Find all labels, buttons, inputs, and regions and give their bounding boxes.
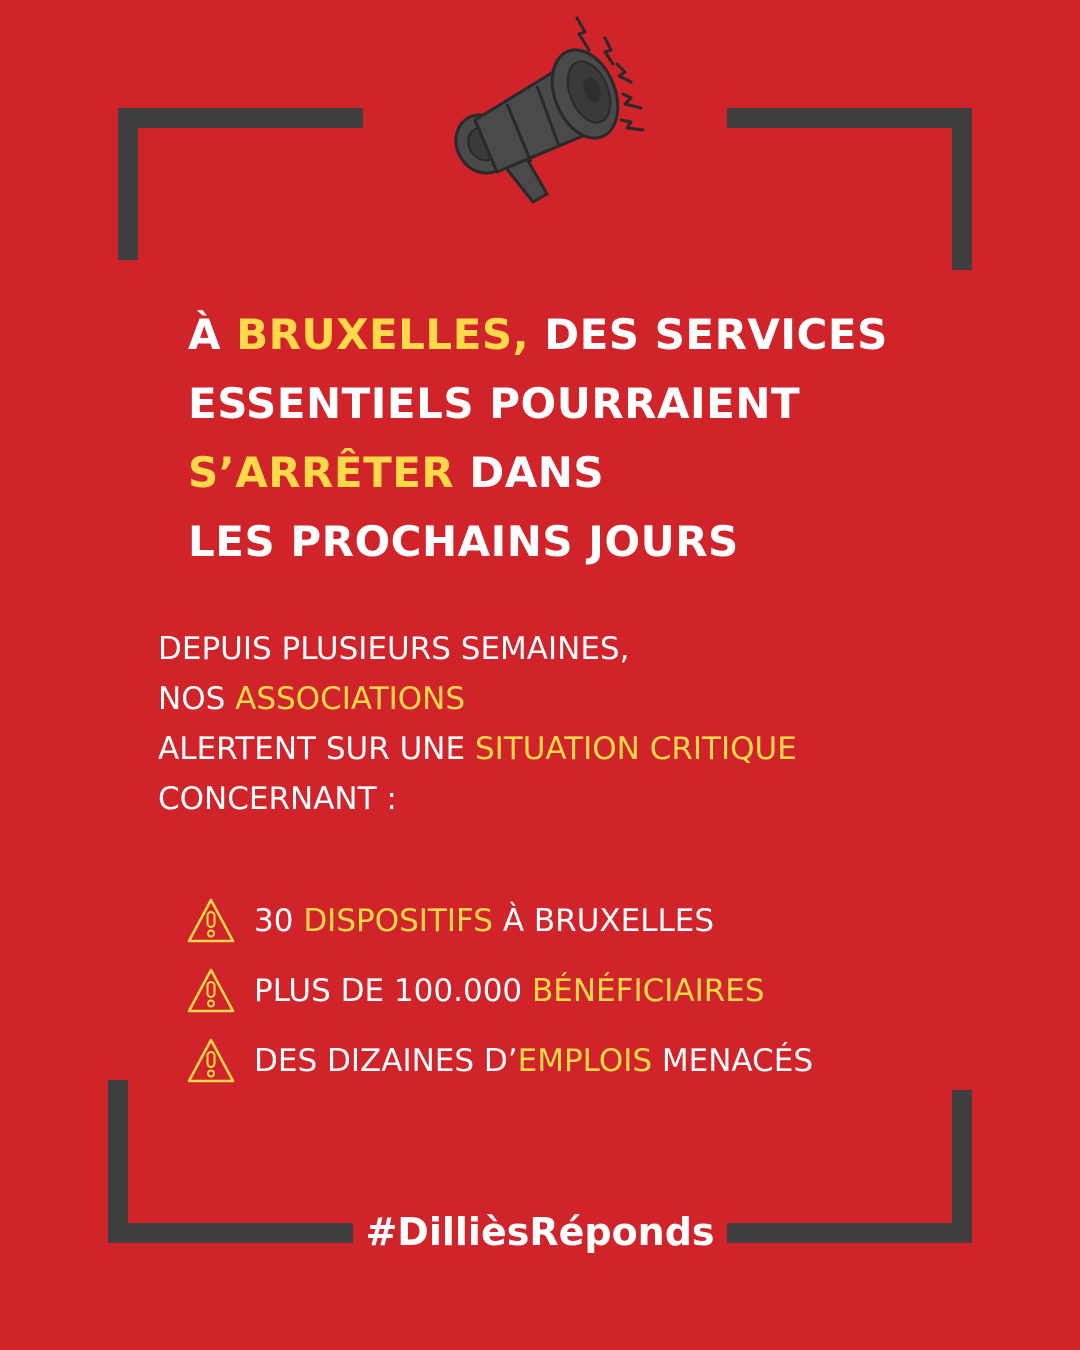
megaphone-icon bbox=[445, 12, 660, 207]
warning-triangle-icon bbox=[186, 896, 236, 946]
frame-bottom-right-vertical bbox=[952, 1090, 972, 1243]
headline-text: À bbox=[188, 310, 237, 359]
bullet-text bbox=[254, 903, 714, 939]
list-item bbox=[186, 886, 986, 956]
intro-line-1: DEPUIS PLUSIEURS SEMAINES, bbox=[158, 631, 630, 667]
headline bbox=[188, 300, 948, 576]
bullet-list bbox=[186, 886, 986, 1096]
list-item bbox=[186, 1026, 986, 1096]
bullet-text-part: 30 bbox=[254, 903, 304, 939]
headline-text: DES SERVICES bbox=[529, 310, 888, 359]
bullet-highlight: EMPLOIS bbox=[517, 1043, 653, 1079]
warning-triangle-icon bbox=[186, 966, 236, 1016]
bullet-text bbox=[254, 1043, 813, 1079]
intro-line-4: CONCERNANT : bbox=[158, 781, 397, 817]
intro-text: ALERTENT SUR UNE bbox=[158, 731, 475, 767]
list-item bbox=[186, 956, 986, 1026]
bullet-highlight: DISPOSITIFS bbox=[303, 903, 493, 939]
headline-line-1 bbox=[188, 300, 948, 369]
intro-highlight: ASSOCIATIONS bbox=[235, 681, 466, 717]
intro-highlight: SITUATION CRITIQUE bbox=[474, 731, 797, 767]
headline-text: DANS bbox=[454, 448, 605, 497]
frame-bottom-left-vertical bbox=[108, 1080, 128, 1243]
bullet-text bbox=[254, 973, 765, 1009]
frame-bottom-right-horizontal bbox=[727, 1223, 972, 1243]
warning-triangle-icon bbox=[186, 1036, 236, 1086]
intro-paragraph bbox=[158, 624, 958, 824]
headline-line-4: LES PROCHAINS JOURS bbox=[188, 517, 739, 566]
headline-highlight: S’ARRÊTER bbox=[188, 448, 455, 497]
bullet-text-part: DES DIZAINES D’ bbox=[254, 1043, 518, 1079]
bullet-text-part: À BRUXELLES bbox=[492, 903, 715, 939]
bullet-text-part: MENACÉS bbox=[652, 1043, 813, 1079]
headline-highlight: BRUXELLES, bbox=[236, 310, 530, 359]
intro-line-2 bbox=[158, 674, 958, 724]
bullet-highlight: BÉNÉFICIAIRES bbox=[532, 973, 765, 1009]
bullet-text-part: PLUS DE 100.000 bbox=[254, 973, 533, 1009]
frame-top-right-vertical bbox=[952, 108, 972, 270]
frame-top-left-horizontal bbox=[118, 108, 363, 128]
headline-line-2: ESSENTIELS POURRAIENT bbox=[188, 379, 801, 428]
intro-text: NOS bbox=[158, 681, 236, 717]
intro-line-3 bbox=[158, 724, 958, 774]
frame-top-right-horizontal bbox=[727, 108, 972, 128]
hashtag: #DillièsRéponds bbox=[365, 1210, 715, 1254]
headline-line-3 bbox=[188, 438, 948, 507]
frame-bottom-left-horizontal bbox=[108, 1223, 353, 1243]
frame-top-left-vertical bbox=[118, 108, 138, 260]
